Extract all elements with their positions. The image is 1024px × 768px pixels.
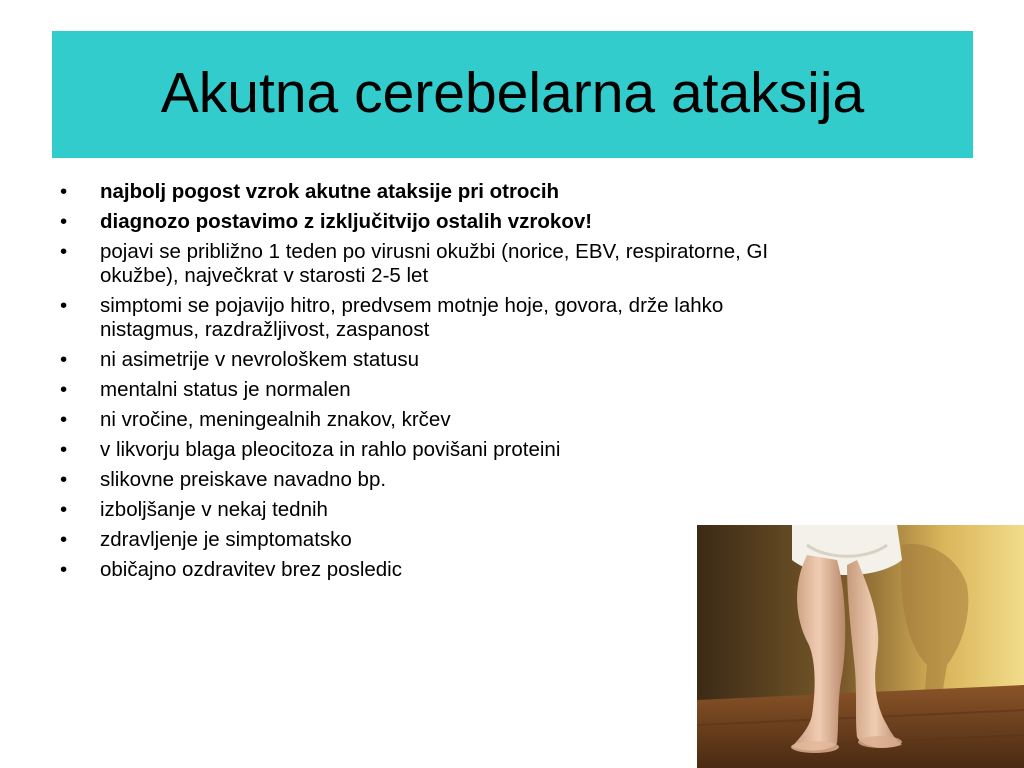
bullet-item: [60, 408, 780, 432]
bullet-dot-icon: •: [60, 408, 68, 431]
bullet-item: [60, 348, 780, 372]
bullet-item: [60, 438, 780, 462]
bullet-item: [60, 180, 780, 204]
bullet-list: [60, 180, 780, 588]
bullet-dot-icon: •: [60, 438, 68, 461]
bullet-dot-icon: •: [60, 558, 68, 581]
bullet-text: običajno ozdravitev brez posledic: [100, 558, 402, 581]
slide-title: Akutna cerebelarna ataksija: [160, 60, 865, 125]
bullet-dot-icon: •: [60, 468, 68, 491]
bullet-dot-icon: •: [60, 498, 68, 521]
bullet-item: [60, 528, 780, 552]
bullet-text: najbolj pogost vzrok akutne ataksije pri otrocih: [100, 180, 560, 203]
title-bar: [52, 31, 973, 158]
bullet-dot-icon: •: [60, 210, 68, 233]
bullet-item: [60, 468, 780, 492]
bullet-text: ni vročine, meningealnih znakov, krčev: [100, 408, 451, 431]
bullet-text: izboljšanje v nekaj tednih: [100, 498, 328, 521]
bullet-text: pojavi se približno 1 teden po virusni okužbi (norice, EBV, respiratorne, GI okužbe), največkrat v starosti 2-5 let: [100, 240, 769, 287]
bullet-dot-icon: •: [60, 528, 68, 551]
bullet-text: ni asimetrije v nevrološkem statusu: [100, 348, 420, 371]
toddler-legs-photo: [697, 525, 1024, 768]
bullet-text: mentalni status je normalen: [100, 378, 351, 401]
bullet-text: diagnozo postavimo z izključitvijo ostalih vzrokov!: [100, 210, 593, 233]
bullet-text: v likvorju blaga pleocitoza in rahlo povišani proteini: [100, 438, 561, 461]
bullet-item: [60, 240, 780, 288]
bullet-item: [60, 498, 780, 522]
bullet-dot-icon: •: [60, 348, 68, 371]
bullet-dot-icon: •: [60, 294, 68, 317]
bullet-item: [60, 558, 780, 582]
bullet-dot-icon: •: [60, 378, 68, 401]
bullet-item: [60, 294, 780, 342]
bullet-dot-icon: •: [60, 240, 68, 263]
bullet-text: simptomi se pojavijo hitro, predvsem motnje hoje, govora, drže lahko nistagmus, razdražljivost, zaspanost: [100, 294, 724, 341]
bullet-dot-icon: •: [60, 180, 68, 203]
bullet-text: zdravljenje je simptomatsko: [100, 528, 352, 551]
bullet-item: [60, 210, 780, 234]
bullet-item: [60, 378, 780, 402]
bullet-text: slikovne preiskave navadno bp.: [100, 468, 387, 491]
